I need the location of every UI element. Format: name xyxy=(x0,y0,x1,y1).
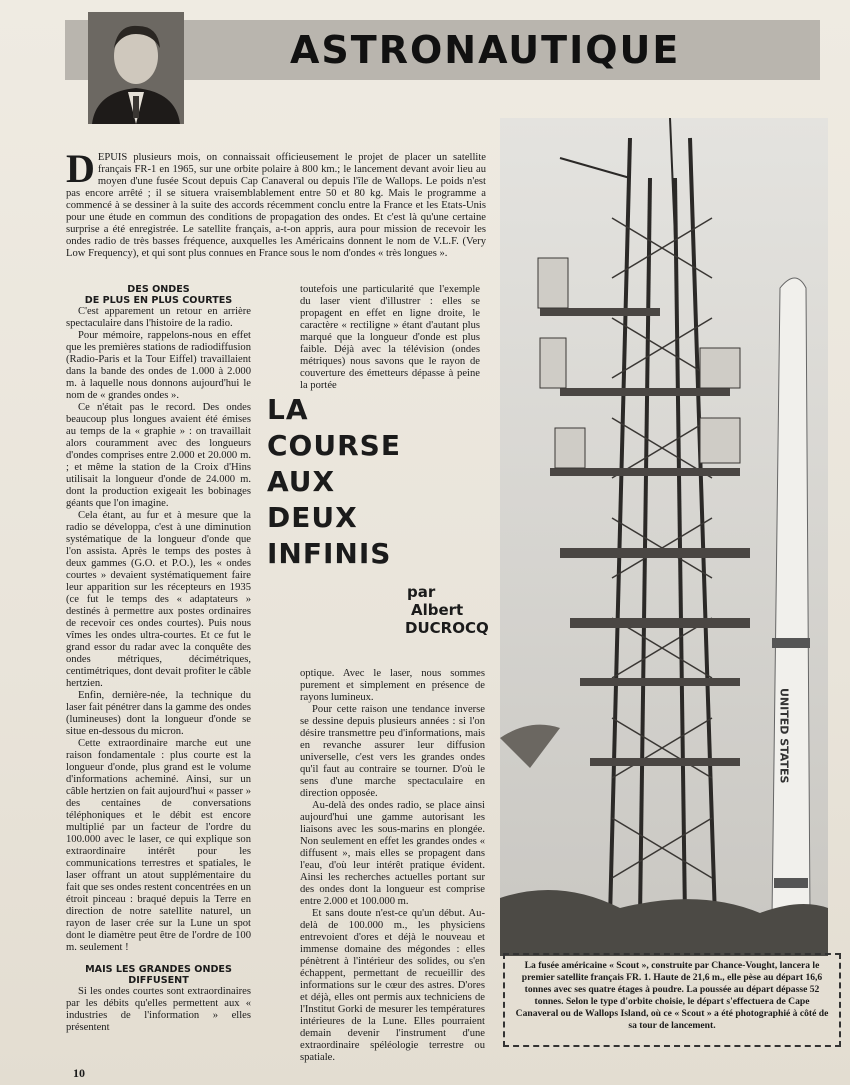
drop-cap: D xyxy=(66,146,95,191)
author-portrait xyxy=(88,12,184,124)
byline xyxy=(405,583,489,637)
paragraph: Cela étant, au fur et à mesure que la radio se développa, c'est à une diminution systématique de la longueur d'onde que l'on assista. Après le temps des postes à deux gammes (G.O. et P.O.), les « ondes courtes » devaient systématiquement faire leur apparition sur les récepteurs en 1935 (ce fut le temps des « adaptateurs » destinés à permettre aux postes ordinaires de recevoir ces ondes courtes). Puis nous vîmes les ondes ultra-courtes. Et ce fut le grand essor du radar avec la conquête des ondes métriques, décimétriques, centimétriques, dont devait profiter le câble hertzien. xyxy=(66,510,251,689)
launch-tower-photo xyxy=(500,118,828,956)
paragraph: Au-delà des ondes radio, se place ainsi aujourd'hui une gamme autorisant les liaisons avec les sous-marins en plongée. Non seulement en effet les grandes ondes « diffusent », mais elles se propagent dans l'eau, d'où leur intérêt pratique évident. Ainsi les recherches actuelles portant sur des ondes dont la longueur est comprise entre 2.000 et 100.000 m. xyxy=(300,800,485,907)
title-line: DEUX xyxy=(267,501,358,534)
paragraph: optique. Avec le laser, nous sommes purement et simplement en présence de rayons lumineux. xyxy=(300,668,485,703)
paragraph: Et sans doute n'est-ce qu'un début. Au-delà de 100.000 m., les physiciens entrevoient d'ores et déjà le nouveau et immense domaine des mégondes : elles pénètrent à l'intérieur des solides, ou s'en échappent, permettant de recueillir des informations sur le cœur des astres. D'ores et déjà, elles ont permis aux techniciens de l'Institut Gorki de mesurer les températures intérieures de la Lune. Elles pourraient demain devenir l'instrument d'une extraordinaire spéléologie terrestre ou spatiale. xyxy=(300,908,485,1063)
paragraph: Si les ondes courtes sont extraordinaires par les débits qu'elles permettent aux « industries de l'information » elles présentent xyxy=(66,986,251,1033)
paragraph: C'est apparement un retour en arrière spectaculaire dans l'histoire de la radio. xyxy=(66,306,251,329)
rocket-lettering: UNITED STATES xyxy=(777,688,791,784)
paragraph: Ce n'était pas le record. Des ondes beaucoup plus longues avaient été émises au temps de la « graphie » : on travaillait alors couramment avec des longueurs d'ondes comprises entre 2.000 et 20.000 m. ; et même la station de la Croix d'Hins utilisait la longueur d'onde de 24.000 m. dont la production exigeait les bobinages géants que l'on imagine. xyxy=(66,402,251,509)
photo-caption: La fusée américaine « Scout », construite par Chance-Vought, lancera le premier satellite français FR. 1. Haute de 21,6 m., elle pèse au départ 16,6 tonnes avec ses quatre étages à poudre. La poussée au départ dépasse 52 tonnes. Selon le type d'orbite choisie, le départ s'effectuera de Cape Canaveral ou de Wallops Island, où ce « Scout » a été photographié à côté de sa tour de lancement. xyxy=(503,953,841,1047)
paragraph: Enfin, dernière-née, la technique du laser fait pénétrer dans la gamme des ondes (lumineuses) dont la longueur d'onde se situe en-dessous du micron. xyxy=(66,690,251,737)
article-title xyxy=(267,392,401,572)
paragraph: Pour cette raison une tendance inverse se dessine depuis plusieurs années : si l'on désire transmettre peu d'informations, mais en revanche assurer leur diffusion universelle, c'est vers les grandes ondes qu'il faut au contraire se tourner. D'où le sens d'une marche spectaculaire en direction opposée. xyxy=(300,704,485,799)
title-line: AUX xyxy=(267,465,336,498)
title-line: LA xyxy=(267,393,309,426)
paragraph: Pour mémoire, rappelons-nous en effet que les premières stations de radiodiffusion (Radio-Paris et la Tour Eiffel) travaillaient dans la bande des ondes de 1.000 à 2.000 m. à laquelle nous donnons aujourd'hui le nom de « grandes ondes ». xyxy=(66,330,251,401)
paragraph: Cette extraordinaire marche eut une raison fondamentale : plus courte est la longueur d'onde, plus grand est le volume d'informations acheminé. Ainsi, sur un câble hertzien on fait aujourd'hui « passer » des centaines de conversations téléphoniques et le débit est encore multiplié par un facteur de l'ordre du 100.000 avec le laser, ce qui explique son extraordinaire intérêt pour les communications terrestres et spatiales, le laser offrant un atout supplémentaire du fait que ses ondes restent concentrées en un étroit pinceau : braqué depuis la Terre en direction de notre satellite naturel, un rayon de laser crée sur la Lune un spot dont le diamètre peut être de l'ordre de 100 m. seulement ! xyxy=(66,738,251,953)
author-last-name: DUCROCQ xyxy=(405,619,489,637)
column-left xyxy=(66,284,251,1034)
paragraph: toutefois une particularité que l'exemple du laser vient d'illustrer : elles se propagent en effet en ligne droite, le caractère « rectiligne » étant d'autant plus marqué que la longueur d'onde est plus faible. Déjà avec la télévision (ondes métriques) nous savons que le rayon de couverture des émetteurs dépasse à peine la portée xyxy=(300,284,480,391)
intro-text: EPUIS plusieurs mois, on connaissait officieusement le projet de placer un satellite français FR-1 en 1965, sur une orbite polaire à 800 km.; le lancement devant avoir lieu au moyen d'une fusée Scout depuis Cap Canaveral ou depuis l'île de Wallops. Le poids n'est pas encore arrêté ; il se situera vraisemblablement entre 50 et 80 kg. Mais le programme a commencé à se dessiner à la suite des accords récemment conclu entre la France et les Etats-Unis pour une étude en commun des conditions de propagation des ondes. Et c'est là qu'une certaine surprise a été enregistrée. Le satellite français, a-t-on appris, aura pour mission de recevoir les ondes radio de très basses fréquence, auxquelles les Américains donnent le nom de V.L.F. (Very Low Frequency), et qui sont plus connues en France sous le nom d'ondes « très longues ». xyxy=(66,152,486,259)
column-right-top xyxy=(300,284,480,392)
column-right-bottom xyxy=(300,668,485,1064)
title-line: INFINIS xyxy=(267,537,392,570)
title-line: COURSE xyxy=(267,429,401,462)
intro-paragraph xyxy=(66,146,486,260)
page-number: 10 xyxy=(73,1066,85,1080)
author-first-name: Albert xyxy=(411,601,464,619)
section-title: ASTRONAUTIQUE xyxy=(290,28,681,72)
byline-par: par xyxy=(407,583,436,601)
subhead-grandes-ondes: MAIS LES GRANDES ONDES DIFFUSENT xyxy=(85,964,232,986)
subhead-ondes-courtes: DES ONDES DE PLUS EN PLUS COURTES xyxy=(84,284,233,306)
